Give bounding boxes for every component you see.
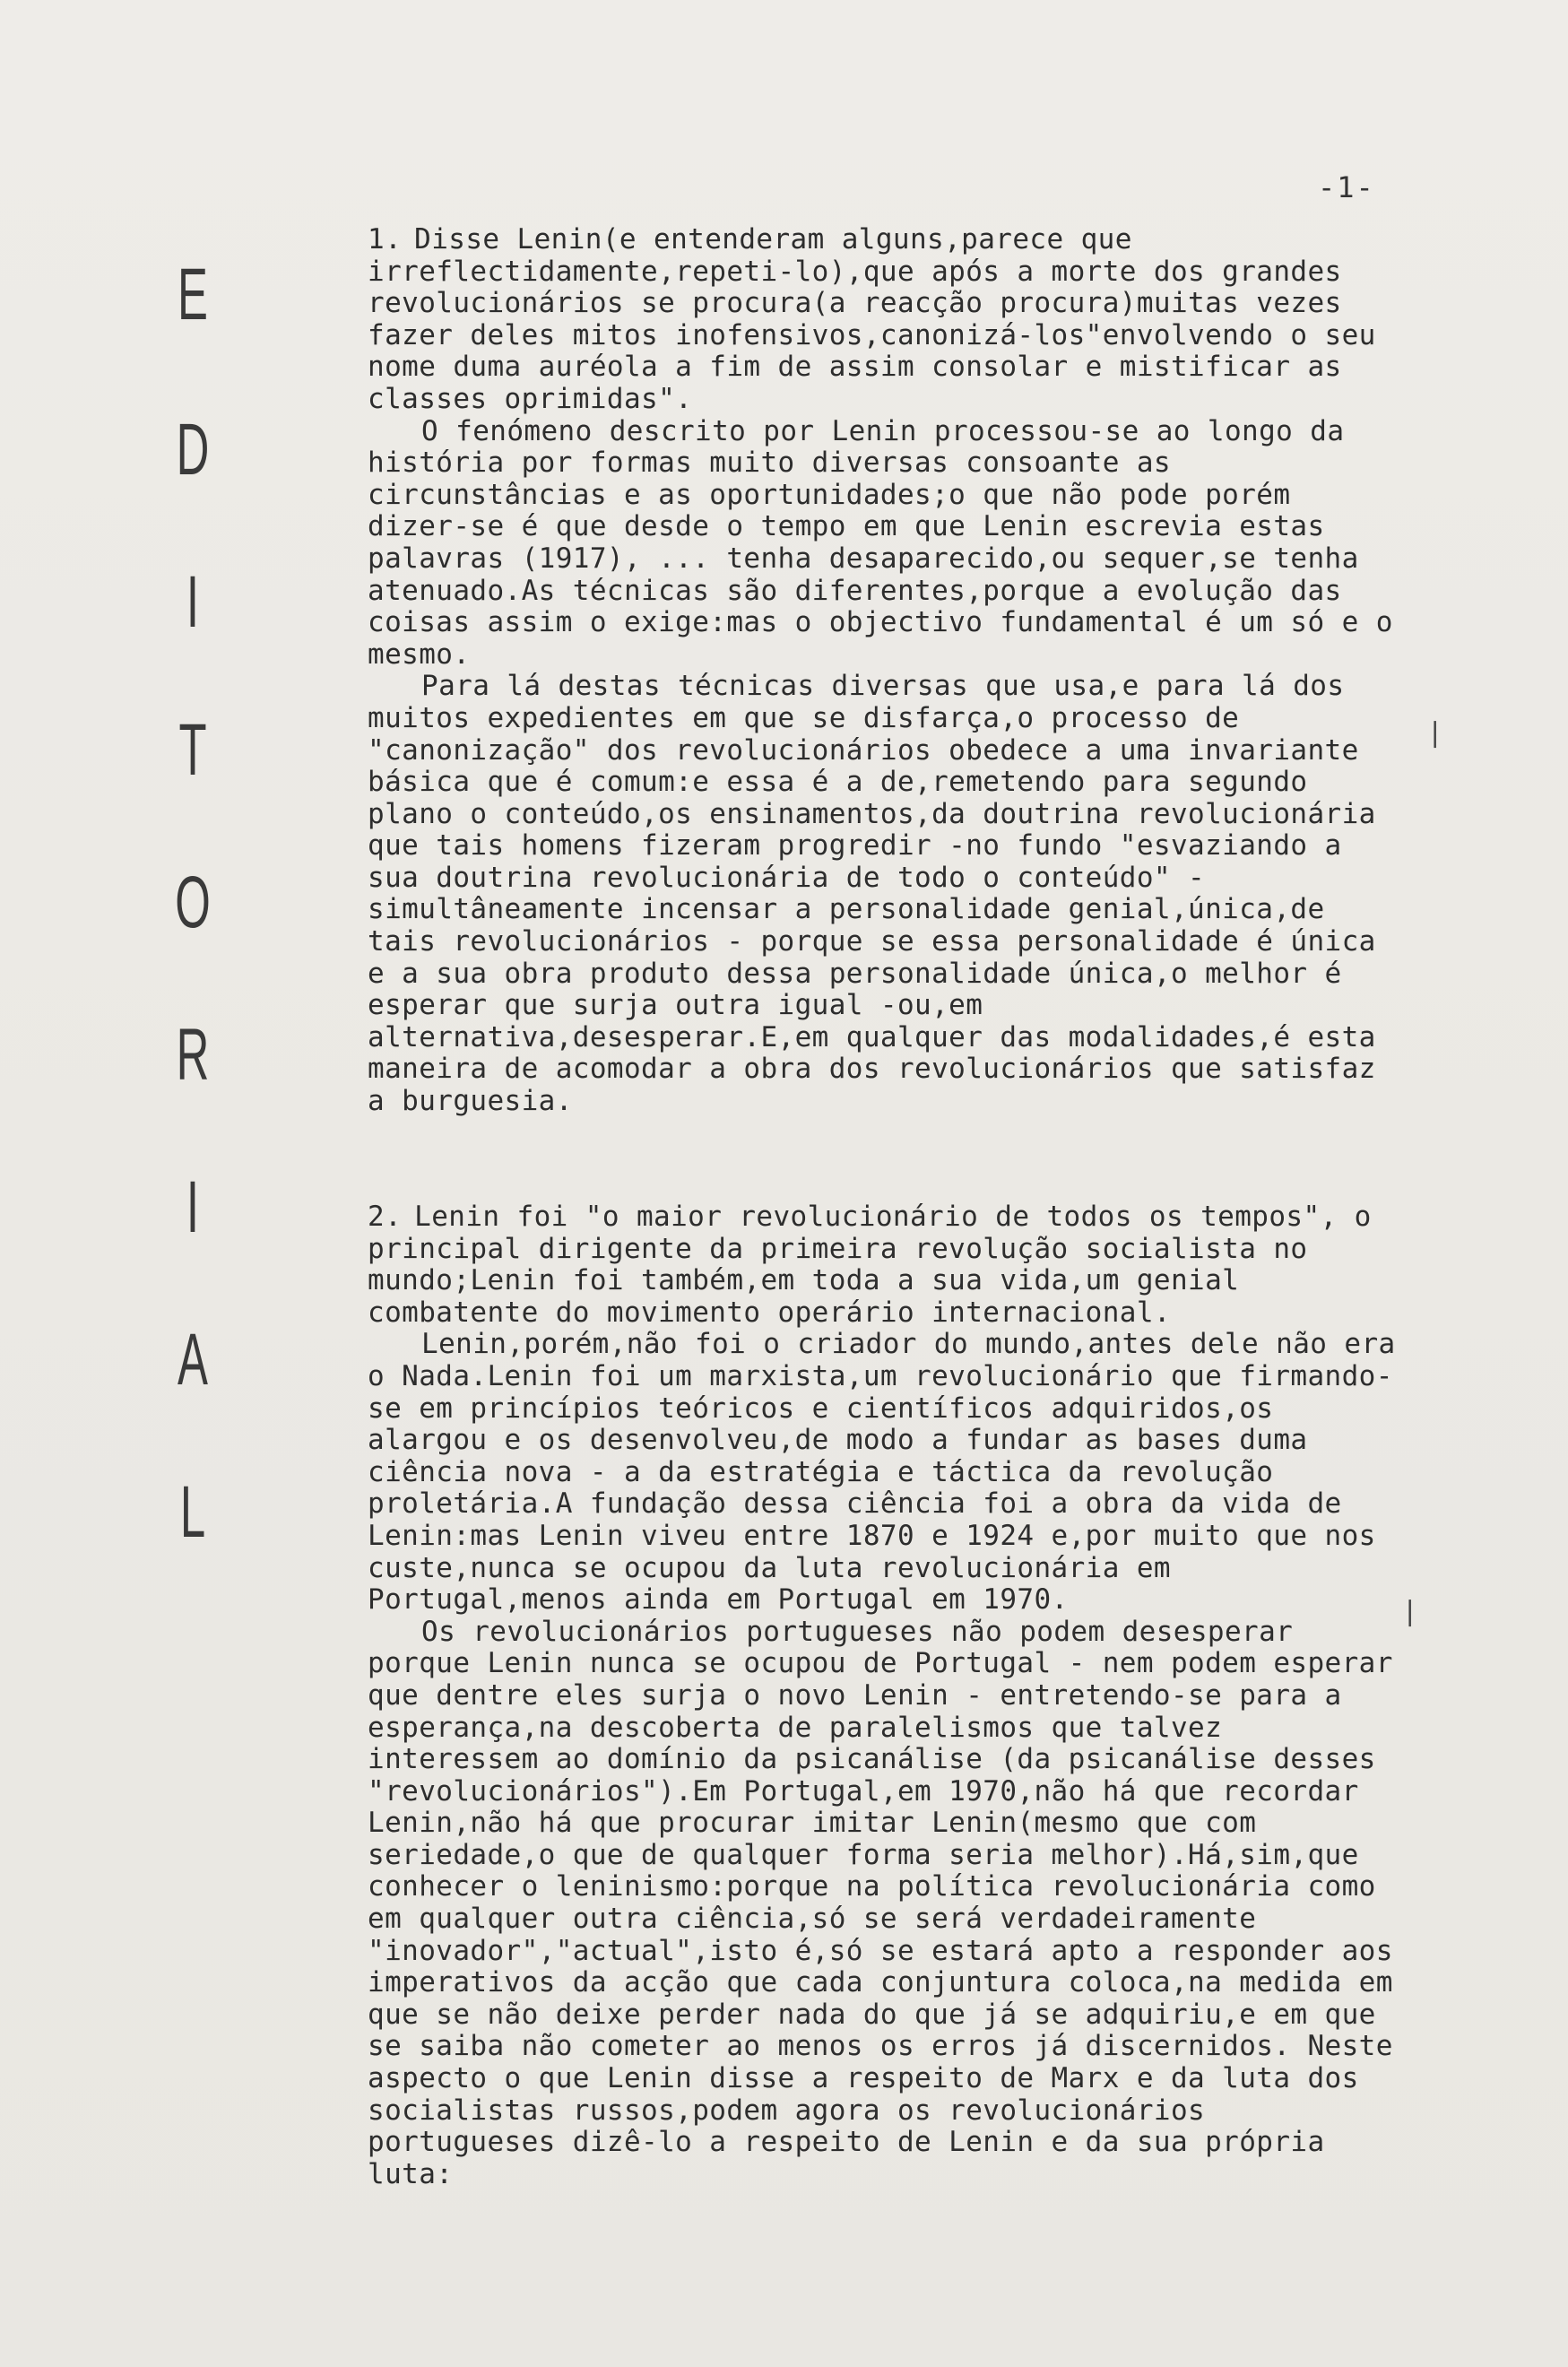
section-2 bbox=[368, 1201, 1399, 2190]
side-title-letter-e: E bbox=[178, 254, 208, 335]
section-2-paragraph-2: Lenin,porém,não foi o criador do mundo,antes dele não era o Nada.Lenin foi um marxista,um revolucionário que firmando-se em princípios teóricos e científicos adquiridos,os alargou e os desenvolveu,de modo a fundar as bases duma ciência nova - a da estratégia e táctica da revolução proletária.A fundação dessa ciência foi a obra da vida de Lenin:mas Lenin viveu entre 1870 e 1924 e,por muito que nos custe,nunca se ocupou da luta revolucionária em Portugal,menos ainda em Portugal em 1970. bbox=[368, 1328, 1396, 1617]
section-1-paragraph-1-text: Disse Lenin(e entenderam alguns,parece que irreflectidamente,repeti-lo),que após a morte dos grandes revolucionários se procura(a reacção procura)muitas vezes fazer deles mitos inofensivos,canonizá-los"envolvendo o seu nome duma auréola a fim de assim consolar e mistificar as classes oprimidas". bbox=[368, 223, 1376, 415]
margin-mark: ❘ bbox=[1399, 1596, 1422, 1627]
side-title-letter-i-2: I bbox=[186, 1166, 200, 1248]
side-title-letter-r: R bbox=[176, 1014, 210, 1096]
section-1 bbox=[368, 224, 1399, 1118]
side-title-letter-d: D bbox=[176, 409, 210, 490]
section-2-paragraph-1-text: Lenin foi "o maior revolucionário de todos os tempos", o principal dirigente da primeira revolução socialista no mundo;Lenin foi também,em toda a sua vida,um genial combatente do movimento operário internacional. bbox=[368, 1201, 1372, 1329]
section-1-paragraph-2: O fenómeno descrito por Lenin processou-se ao longo da história por formas muito diversas consoante as circunstâncias e as oportunidades;o que não pode porém dizer-se é que desde o tempo em que Lenin escrevia estas palavras (1917), ... tenha desaparecido,ou sequer,se tenha atenuado.As técnicas são diferentes,porque a evolução das coisas assim o exige:mas o objectivo fundamental é um só e o mesmo. bbox=[368, 414, 1393, 671]
section-2-paragraph-3: Os revolucionários portugueses não podem desesperar porque Lenin nunca se ocupou de Portugal - nem podem esperar que dentre eles surja o novo Lenin - entretendo-se para a esperança,na descoberta de paralelismos que talvez interessem ao domínio da psicanálise (da psicanálise desses "revolucionários").Em Portugal,em 1970,não há que recordar Lenin,não há que procurar imitar Lenin(mesmo que com seriedade,o que de qualquer forma seria melhor).Há,sim,que conhecer o leninismo:porque na política revolucionária como em qualquer outra ciência,só se será verdadeiramente "inovador","actual",isto é,só se estará apto a responder aos imperativos da acção que cada conjuntura coloca,na medida em que se não deixe perder nada do que já se adquiriu,e em que se saiba não cometer ao menos os erros já discernidos. Neste aspecto o que Lenin disse a respeito de Marx e da luta dos socialistas russos,podem agora os revolucionários portugueses dizê-lo a respeito de Lenin e da sua própria luta: bbox=[368, 1615, 1393, 2190]
page-number: -1- bbox=[1318, 170, 1375, 204]
margin-mark: ❘ bbox=[1424, 717, 1447, 749]
side-title-letter-t: T bbox=[178, 709, 207, 791]
section-1-paragraph-1 bbox=[368, 224, 1399, 416]
side-title-letter-a: A bbox=[178, 1319, 208, 1400]
section-1-number: 1. bbox=[368, 223, 403, 256]
side-title-letter-l: L bbox=[179, 1471, 206, 1553]
side-title-letter-i: I bbox=[186, 561, 200, 643]
section-2-paragraph-1 bbox=[368, 1201, 1399, 1329]
section-1-paragraph-3: Para lá destas técnicas diversas que usa,e para lá dos muitos expedientes em que se disfarça,o processo de "canonização" dos revolucionários obedece a uma invariante básica que é comum:e essa é a de,remetendo para segundo plano o conteúdo,os ensinamentos,da doutrina revolucionária que tais homens fizeram progredir -no fundo "esvaziando a sua doutrina revolucionária de todo o conteúdo" - simultâneamente incensar a personalidade genial,única,de tais revolucionários - porque se essa personalidade é única e a sua obra produto dessa personalidade única,o melhor é esperar que surja outra igual -ou,em alternativa,desesperar.E,em qualquer das modalidades,é esta maneira de acomodar a obra dos revolucionários que satisfaz a burguesia. bbox=[368, 670, 1376, 1118]
side-title-letter-o: O bbox=[175, 862, 211, 943]
section-2-number: 2. bbox=[368, 1201, 403, 1233]
